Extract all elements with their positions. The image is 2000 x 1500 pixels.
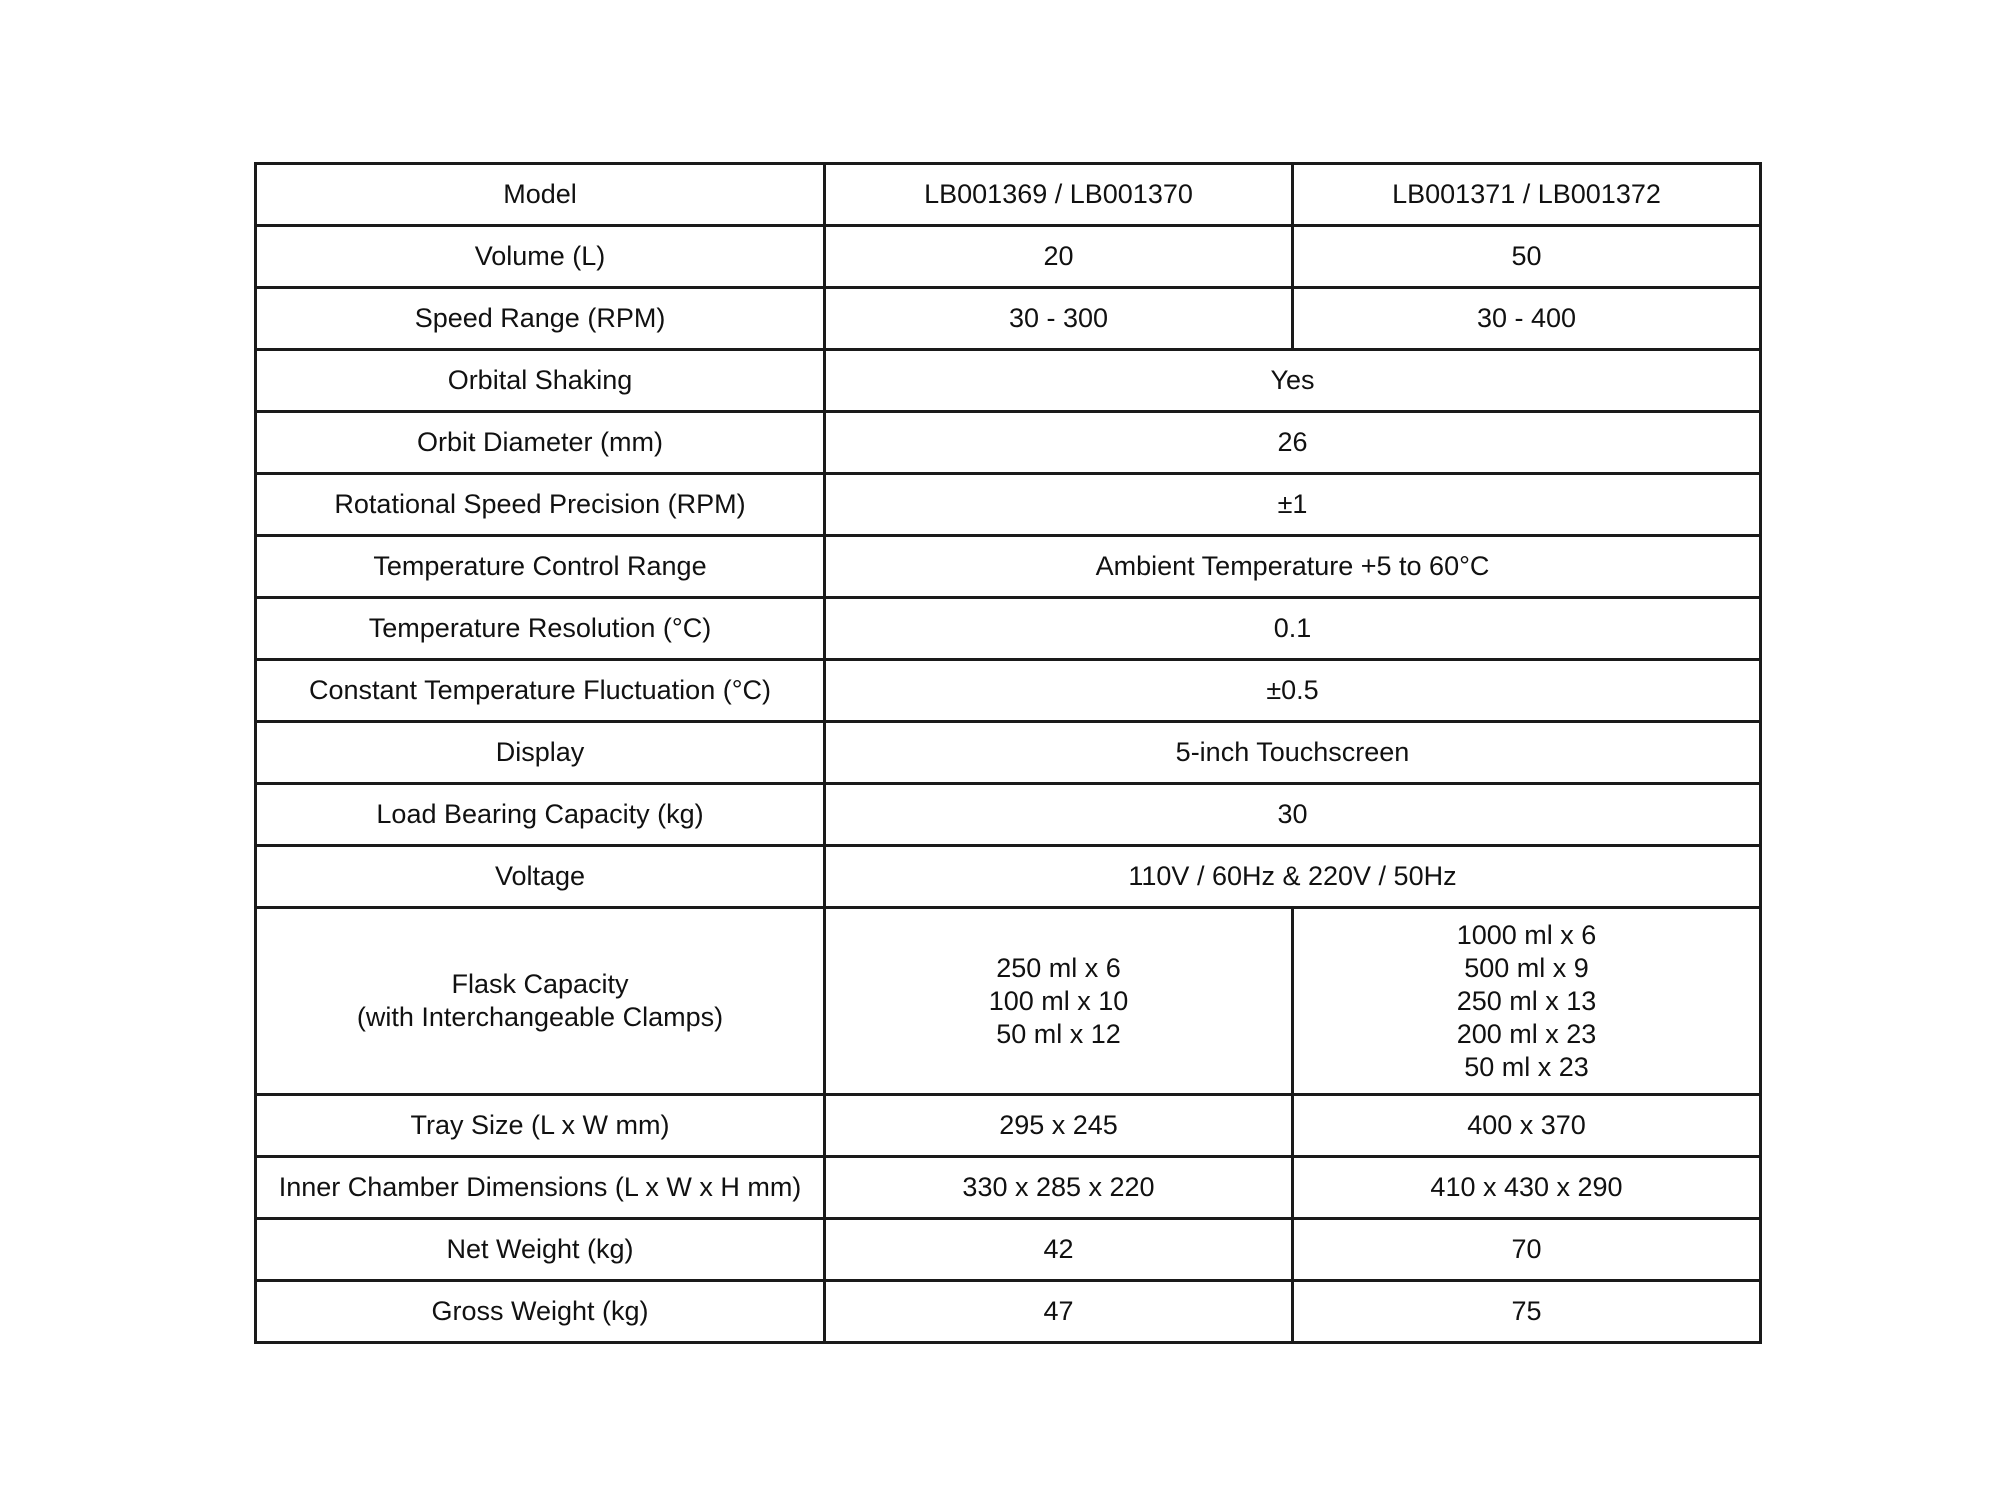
- header-model-b: LB001371 / LB001372: [1293, 164, 1761, 226]
- table-row: [256, 412, 1761, 474]
- table-row: [256, 1219, 1761, 1281]
- row-label: Orbit Diameter (mm): [256, 412, 825, 474]
- table-row: [256, 288, 1761, 350]
- row-label: Orbital Shaking: [256, 350, 825, 412]
- cell-b: 70: [1293, 1219, 1761, 1281]
- cell-b: 410 x 430 x 290: [1293, 1157, 1761, 1219]
- cell-a: 295 x 245: [825, 1095, 1293, 1157]
- label-line: (with Interchangeable Clamps): [356, 1002, 724, 1032]
- row-label: Temperature Resolution (°C): [256, 598, 825, 660]
- table-row: [256, 660, 1761, 722]
- row-label: Net Weight (kg): [256, 1219, 825, 1281]
- table-row: [256, 1157, 1761, 1219]
- cell-a: 30 - 300: [825, 288, 1293, 350]
- cell-a: 330 x 285 x 220: [825, 1157, 1293, 1219]
- header-model-a: LB001369 / LB001370: [825, 164, 1293, 226]
- cell-a: [825, 908, 1293, 1095]
- row-label: Tray Size (L x W mm): [256, 1095, 825, 1157]
- table-row: [256, 846, 1761, 908]
- table-row: [256, 784, 1761, 846]
- cell-a: 42: [825, 1219, 1293, 1281]
- table-row: [256, 598, 1761, 660]
- header-row: [256, 164, 1761, 226]
- cell-span: ±1: [825, 474, 1761, 536]
- cell-b: 400 x 370: [1293, 1095, 1761, 1157]
- cell-line: 1000 ml x 6: [1456, 919, 1597, 950]
- label-line: Flask Capacity: [451, 969, 629, 999]
- table-row: [256, 226, 1761, 288]
- row-label: [256, 908, 825, 1095]
- cell-span: 110V / 60Hz & 220V / 50Hz: [825, 846, 1761, 908]
- row-label: Inner Chamber Dimensions (L x W x H mm): [256, 1157, 825, 1219]
- row-label: Constant Temperature Fluctuation (°C): [256, 660, 825, 722]
- row-label: Volume (L): [256, 226, 825, 288]
- row-label: Voltage: [256, 846, 825, 908]
- cell-line: 250 ml x 6: [996, 952, 1121, 983]
- cell-b: 75: [1293, 1281, 1761, 1343]
- table-row: [256, 1095, 1761, 1157]
- table-row: [256, 474, 1761, 536]
- cell-line: 250 ml x 13: [1456, 985, 1597, 1016]
- cell-span: ±0.5: [825, 660, 1761, 722]
- cell-line: 100 ml x 10: [988, 985, 1129, 1016]
- cell-span: Yes: [825, 350, 1761, 412]
- cell-b: [1293, 908, 1761, 1095]
- row-label: Rotational Speed Precision (RPM): [256, 474, 825, 536]
- cell-line: 50 ml x 12: [996, 1018, 1121, 1049]
- row-label: Speed Range (RPM): [256, 288, 825, 350]
- row-label: Gross Weight (kg): [256, 1281, 825, 1343]
- table-row-flask-capacity: [256, 908, 1761, 1095]
- cell-span: 30: [825, 784, 1761, 846]
- header-model: Model: [256, 164, 825, 226]
- cell-line: 500 ml x 9: [1464, 952, 1589, 983]
- cell-a: 47: [825, 1281, 1293, 1343]
- cell-span: Ambient Temperature +5 to 60°C: [825, 536, 1761, 598]
- spec-table: [254, 162, 1762, 1344]
- cell-span: 5-inch Touchscreen: [825, 722, 1761, 784]
- table-row: [256, 722, 1761, 784]
- cell-b: 30 - 400: [1293, 288, 1761, 350]
- table-row: [256, 536, 1761, 598]
- cell-line: 200 ml x 23: [1456, 1018, 1597, 1049]
- row-label: Display: [256, 722, 825, 784]
- cell-span: 26: [825, 412, 1761, 474]
- row-label: Temperature Control Range: [256, 536, 825, 598]
- cell-span: 0.1: [825, 598, 1761, 660]
- row-label: Load Bearing Capacity (kg): [256, 784, 825, 846]
- cell-a: 20: [825, 226, 1293, 288]
- cell-line: 50 ml x 23: [1464, 1051, 1589, 1082]
- table-row: [256, 1281, 1761, 1343]
- table-row: [256, 350, 1761, 412]
- cell-b: 50: [1293, 226, 1761, 288]
